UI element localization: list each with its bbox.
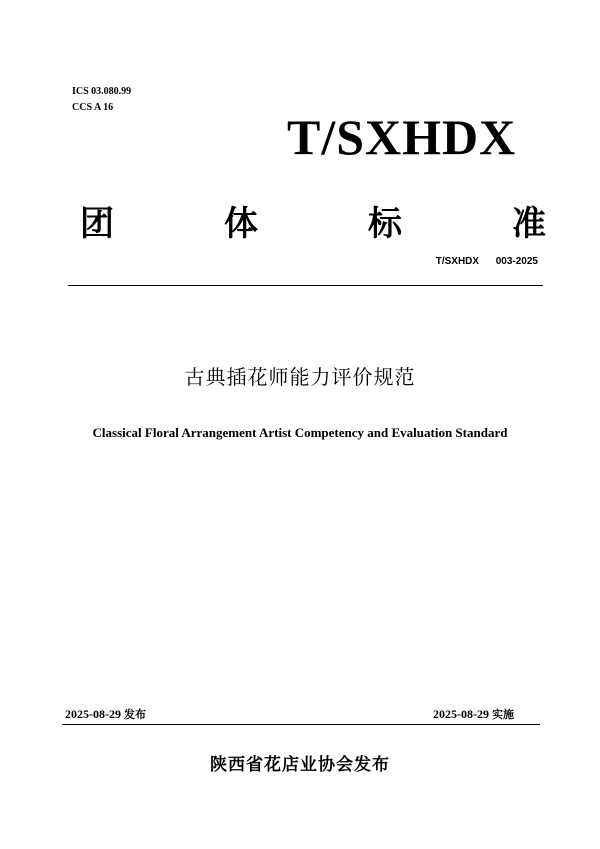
title-english: Classical Floral Arrangement Artist Competency and Evaluation Standard xyxy=(92,425,508,440)
implement-date-line xyxy=(433,706,514,723)
implement-label: 实施 xyxy=(492,708,514,721)
implement-date: 2025-08-29 xyxy=(433,707,489,721)
footer-divider xyxy=(62,724,540,725)
publish-date: 2025-08-29 xyxy=(65,707,121,721)
standard-type-char: 体 xyxy=(224,204,258,244)
ccs-code: CCS A 16 xyxy=(72,102,114,113)
ics-code: ICS 03.080.99 xyxy=(72,86,132,97)
publisher: 陕西省花店业协会发布 xyxy=(210,755,390,775)
standard-number: T/SXHDX 003-2025 xyxy=(435,256,538,267)
standard-type-char: 团 xyxy=(80,204,114,244)
standard-type-char: 准 xyxy=(512,204,546,244)
header-divider xyxy=(68,285,543,286)
standard-code: T/SXHDX xyxy=(287,109,517,165)
standard-type-char: 标 xyxy=(368,204,402,244)
standard-type-heading xyxy=(80,204,546,244)
publish-date-line xyxy=(65,706,146,723)
title-chinese: 古典插花师能力评价规范 xyxy=(184,365,416,389)
publish-label: 发布 xyxy=(124,708,146,721)
